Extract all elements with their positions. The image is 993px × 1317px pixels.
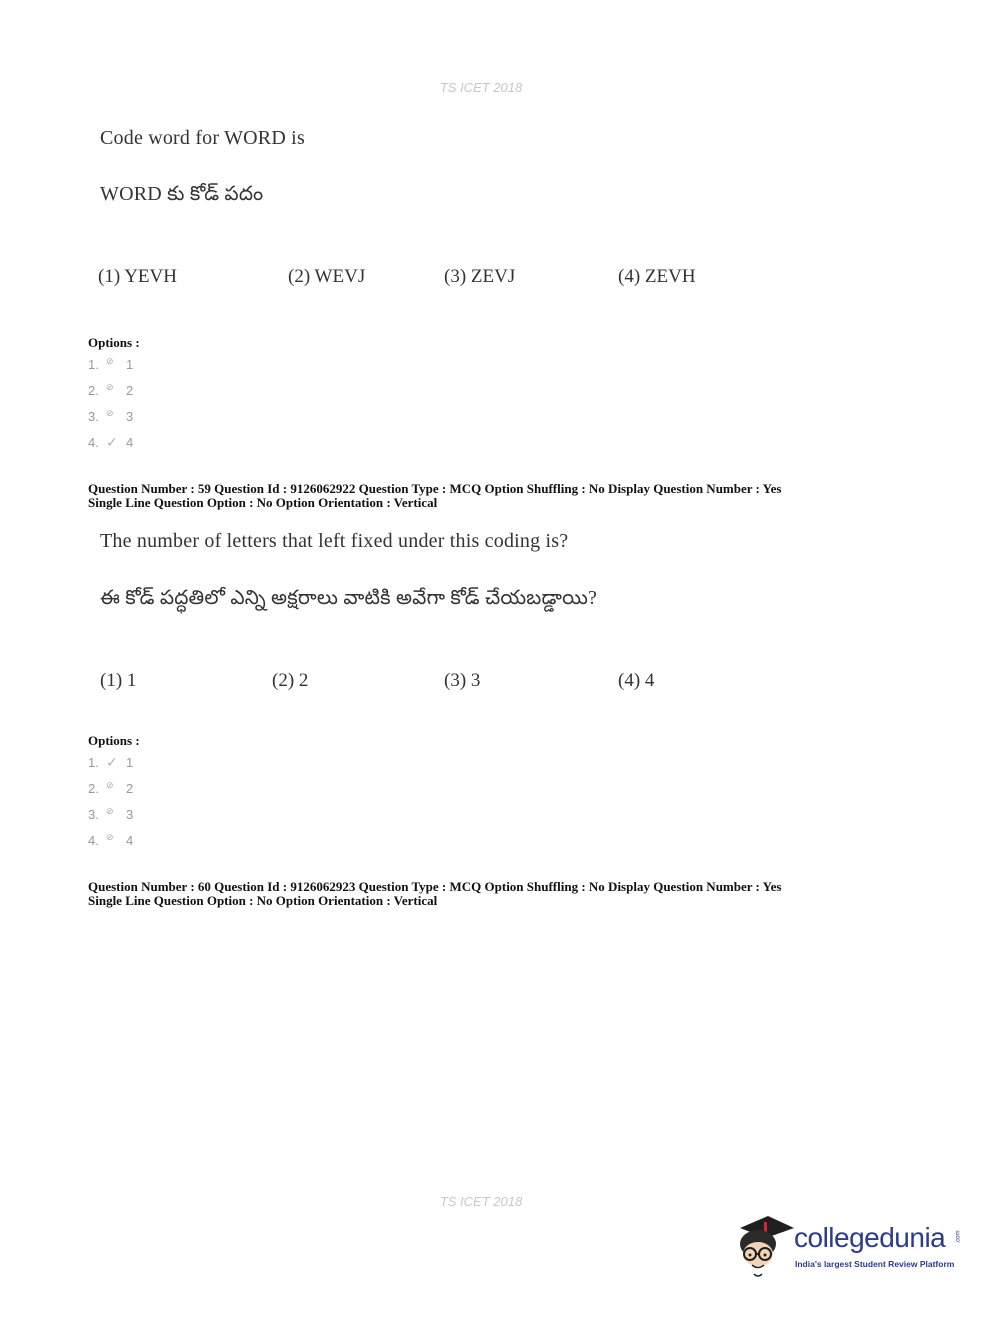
option-number: 2. [88,383,99,398]
question-58-choices [98,266,818,290]
choice-3: (3) 3 [444,670,481,691]
option-row [88,404,133,430]
wrong-icon: ⊘ [106,780,114,790]
wrong-icon: ⊘ [106,806,114,816]
choice-4: (4) 4 [618,670,655,691]
check-icon: ✓ [106,754,118,770]
option-number: 1. [88,357,99,372]
meta-line-1: Question Number : 59 Question Id : 9126062922 Question Type : MCQ Option Shuffling : No Display Question Number : Yes [88,481,782,496]
question-58-text-telugu: WORD కు కోడ్ పదం [100,183,264,205]
option-row [88,828,133,854]
option-value: 1 [126,755,134,770]
footer-watermark: TS ICET 2018 [439,1194,523,1209]
logo-dotcom: .com [955,1230,962,1244]
choice-1: (1) 1 [100,670,137,691]
logo-name: collegedunia [794,1222,946,1253]
header-watermark: TS ICET 2018 [439,80,523,95]
wrong-icon: ⊘ [106,408,114,418]
choice-3: (3) ZEVJ [444,266,516,287]
choice-2: (2) WEVJ [288,266,366,287]
choice-4: (4) ZEVH [618,266,696,287]
question-58-text-english: Code word for WORD is [100,127,305,149]
question-59-choices [98,670,818,694]
options-heading: Options : [88,335,140,350]
wrong-icon: ⊘ [106,356,114,366]
option-value: 4 [126,435,134,450]
question-60-meta [88,880,781,908]
choice-2: (2) 2 [272,670,309,691]
options-list [88,750,133,854]
choice-1: (1) YEVH [98,266,177,287]
options-heading: Options : [88,733,140,748]
mascot-icon [734,1210,794,1282]
option-value: 3 [126,807,134,822]
meta-line-2: Single Line Question Option : No Option Orientation : Vertical [88,893,438,908]
option-number: 4. [88,833,99,848]
meta-line-1: Question Number : 60 Question Id : 9126062923 Question Type : MCQ Option Shuffling : No Display Question Number : Yes [88,879,782,894]
option-row [88,430,133,456]
collegedunia-logo[interactable] [734,1210,964,1282]
option-number: 3. [88,409,99,424]
question-59-meta [88,482,781,510]
option-number: 3. [88,807,99,822]
option-value: 3 [126,409,134,424]
option-value: 1 [126,357,134,372]
logo-tagline: India's largest Student Review Platform [795,1259,955,1269]
option-number: 4. [88,435,99,450]
option-value: 4 [126,833,134,848]
wrong-icon: ⊘ [106,832,114,842]
option-number: 2. [88,781,99,796]
options-list [88,352,133,456]
check-icon: ✓ [106,434,118,450]
wrong-icon: ⊘ [106,382,114,392]
question-59-text-telugu: ఈ కోడ్ పద్ధతిలో ఎన్ని అక్షరాలు వాటికి అవేగా కోడ్ చేయబడ్డాయి? [100,587,598,609]
question-59-text-english: The number of letters that left fixed under this coding is? [100,530,569,552]
option-number: 1. [88,755,99,770]
option-value: 2 [126,383,134,398]
meta-line-2: Single Line Question Option : No Option Orientation : Vertical [88,495,438,510]
option-value: 2 [126,781,134,796]
